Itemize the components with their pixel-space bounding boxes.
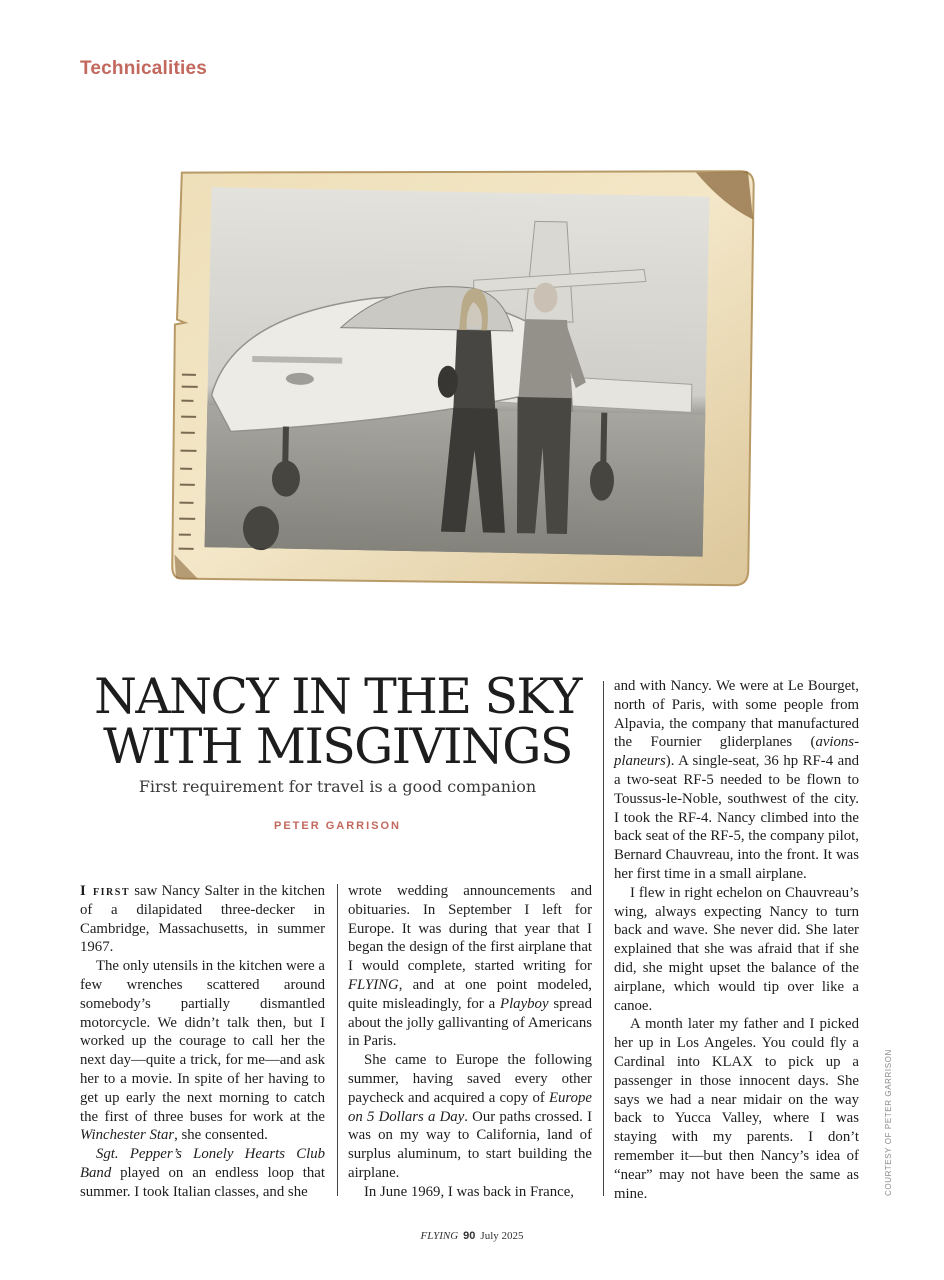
headline-line-1: NANCY IN THE SKY <box>94 668 581 725</box>
text: ). A single-seat, 36 hp RF-4 and a two-seat RF-5 needed to be flown to Toussus-le-Noble, southwest of the city. I took the RF-4. Nancy climbed into the back seat of the RF-5, the company pilot, Bernard Chauvreau, into the front. It was her first time in a small airplane. <box>614 753 859 882</box>
magazine-name: FLYING <box>420 1230 459 1242</box>
paragraph <box>80 957 325 1145</box>
italic-text: Europe on 5 Dollars a Day <box>348 1089 592 1125</box>
headline-line-2: WITH MISGIVINGS <box>103 718 572 775</box>
byline: PETER GARRISON <box>273 820 401 832</box>
text: spread about the jolly gallivanting of Americans in Paris. <box>348 995 592 1050</box>
italic-text: FLYING <box>348 976 399 993</box>
text: saw Nancy Salter in the kitchen of a dilapidated three-decker in Cambridge, Massachusetts, in summer 1967. <box>80 883 325 956</box>
body-column-3 <box>614 677 859 1203</box>
text: . Our paths crossed. I was on my way to California, land of surplus aluminum, to start building the airplane. <box>348 1108 593 1181</box>
text: , and at one point modeled, quite misleadingly, for a <box>348 976 592 1012</box>
text: She came to Europe the following summer, having saved every other paycheck and acquired a copy of <box>348 1052 592 1106</box>
page-number: 90 <box>463 1230 476 1242</box>
section-label: Technicalities <box>80 58 208 79</box>
paragraph <box>80 1145 325 1201</box>
paragraph <box>348 882 592 1051</box>
body-column-2 <box>348 882 592 1202</box>
italic-text: Winchester Star <box>80 1127 175 1144</box>
body-column-1 <box>80 882 325 1202</box>
issue-date: July 2025 <box>480 1230 524 1242</box>
italic-text: Playboy <box>500 995 549 1012</box>
page-footer <box>0 1230 944 1242</box>
paragraph: In June 1969, I was back in France, <box>364 1183 574 1200</box>
text: wrote wedding announcements and obituaries. In September I left for Europe. It was during that year that I began the design of the first airplane that I would complete, started writing for <box>348 883 592 975</box>
lead-in: I first <box>80 883 130 899</box>
italic-text: avions-planeurs <box>614 734 859 770</box>
text: , she consented. <box>174 1127 268 1144</box>
paragraph: A month later my father and I picked her up in Los Angeles. You could fly a Cardinal into KLAX to pick up a passenger in those innocent days. She says we had a near midair on the way back to Yucca Valley, where I was staying with my parents. I don’t remember it—but then Nancy’s idea of “near” may not have been the same as mine. <box>614 1016 859 1202</box>
headline <box>80 668 595 775</box>
photo-credit: COURTESY OF PETER GARRISON <box>884 1049 893 1196</box>
paragraph <box>80 882 325 957</box>
italic-text: Sgt. Pepper’s Lonely Hearts Club Band <box>80 1146 325 1181</box>
article-photo <box>168 154 758 593</box>
text: played on an endless loop that summer. I took Italian classes, and she <box>80 1164 325 1200</box>
paragraph <box>614 677 859 884</box>
paragraph: I flew in right echelon on Chauvreau’s wing, always expecting Nancy to turn back and wave. She never did. She later explained that she was afraid that if she did, she might upset the balance of the airplane, which would tip over like a canoe. <box>614 884 859 1014</box>
column-rule <box>337 884 338 1196</box>
vintage-photo-icon <box>168 154 758 593</box>
paragraph <box>348 1051 592 1183</box>
text: and with Nancy. We were at Le Bourget, north of Paris, with some people from Alpavia, the company that manufactured the Fournier gliderplanes ( <box>614 678 859 751</box>
deck: First requirement for travel is a good companion <box>138 777 537 796</box>
text: The only utensils in the kitchen were a few wrenches scattered around somebody’s partially dismantled motorcycle. We didn’t talk then, but I worked up the courage to call her the next day—quite a trick, for me—and ask her to a movie. In spite of her having to get up early the next morning to catch the first of three buses for work at the <box>80 958 325 1125</box>
column-rule <box>603 681 604 1196</box>
